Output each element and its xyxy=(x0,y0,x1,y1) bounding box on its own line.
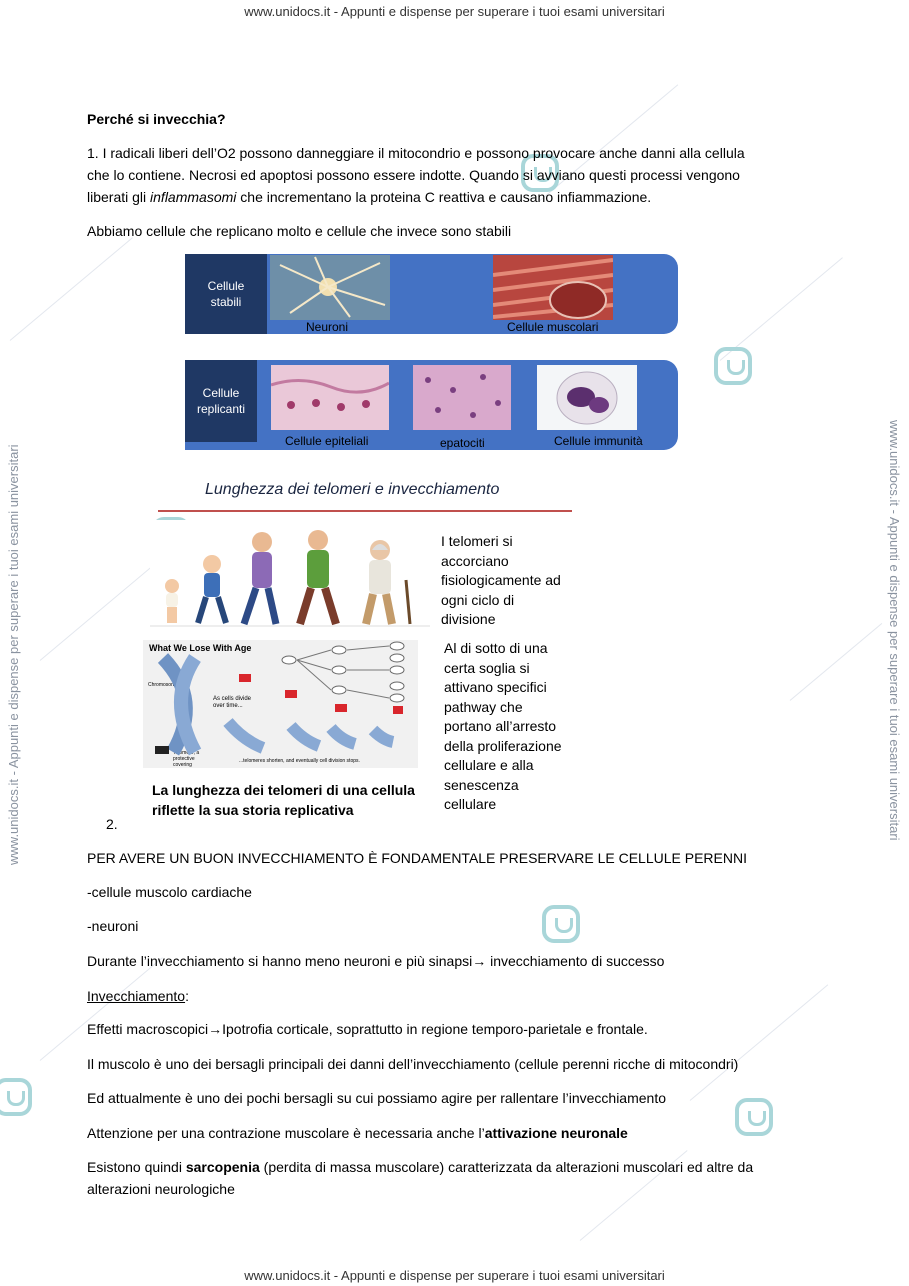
text-span: Attenzione per una contrazione muscolare è necessaria anche l’ xyxy=(87,1125,485,1141)
replicating-cells-band xyxy=(185,360,678,450)
text-line: divisione xyxy=(441,611,496,627)
telomere-figure-title: Lunghezza dei telomeri e invecchiamento xyxy=(205,481,500,498)
text-span: (perdita di massa muscolare) caratterizzata da alterazioni muscolari ed altre da xyxy=(259,1159,754,1175)
watermark-diagonal-line xyxy=(690,984,829,1100)
text-span: Durante l’invecchiamento si hanno meno neuroni e più sinapsi xyxy=(87,953,473,969)
text-line: pathway che xyxy=(444,698,523,715)
subsection-label xyxy=(87,985,189,1007)
text-span: : xyxy=(185,988,189,1004)
italic-term: inflammasomi xyxy=(150,189,237,205)
watermark-diagonal-line xyxy=(40,957,163,1061)
caption-cellule-immunita: Cellule immunità xyxy=(554,434,643,448)
header-link[interactable]: www.unidocs.it - Appunti e dispense per superare i tuoi esami universitari xyxy=(244,4,665,19)
caption-neuroni: Neuroni xyxy=(306,320,349,334)
paragraph-8-line-2: alterazioni neurologiche xyxy=(87,1181,235,1197)
stable-label-line-2: stabili xyxy=(210,295,242,309)
page-header-watermark xyxy=(0,4,909,19)
watermark-diagonal-line xyxy=(10,237,133,341)
unidocs-logo-icon xyxy=(714,347,752,385)
immune-cell-image xyxy=(537,365,637,430)
diagram-stop-label: ...telomeres shorten, and eventually cell division stops. xyxy=(239,758,360,764)
bold-term: attivazione neuronale xyxy=(484,1125,628,1141)
paragraph-4 xyxy=(87,1018,648,1040)
unidocs-logo-icon xyxy=(542,905,580,943)
bold-term: sarcopenia xyxy=(185,1159,260,1175)
paragraph-1-line-3 xyxy=(87,186,651,208)
caption-cellule-muscolari: Cellule muscolari xyxy=(507,320,599,334)
text-span: Ipotrofia corticale, soprattutto in regione temporo-parietale e frontale. xyxy=(222,1021,648,1037)
chromosome-drawing xyxy=(143,640,418,768)
diagram-chromosome-label: Chromosome xyxy=(148,682,179,688)
diagram-divide-label: As cells divide over time... xyxy=(213,696,252,709)
text-span: invecchiamento di successo xyxy=(486,953,665,969)
text-line: Al di sotto di una xyxy=(444,640,548,656)
diagram-title: What We Lose With Age xyxy=(149,643,252,653)
watermark-diagonal-line xyxy=(790,623,883,701)
telomere-text-2 xyxy=(444,639,562,815)
text-line: della proliferazione xyxy=(444,737,562,754)
paragraph-5: Il muscolo è uno dei bersagli principali dei danni dell’invecchiamento (cellule perenni ricche di mitocondri) xyxy=(87,1056,739,1072)
watermark-diagonal-line xyxy=(720,257,843,361)
caption-line-2: riflette la sua storia replicativa xyxy=(152,802,354,818)
title-underline-divider xyxy=(158,510,572,512)
underlined-term: Invecchiamento xyxy=(87,988,186,1004)
diagram-telomere-label: Telomere, a protective covering xyxy=(173,750,200,768)
text-line: ogni ciclo di xyxy=(441,591,515,608)
section-heading: PER AVERE UN BUON INVECCHIAMENTO È FONDAMENTALE PRESERVARE LE CELLULE PERENNI xyxy=(87,850,747,866)
text-line: attivano specifici xyxy=(444,679,547,695)
text-span: liberati gli xyxy=(87,189,151,205)
telomere-diagram xyxy=(143,640,418,768)
paragraph-6: Ed attualmente è uno dei pochi bersagli su cui possiamo agire per rallentare l’invecchiamento xyxy=(87,1090,666,1106)
list-item-number: 2. xyxy=(106,816,118,832)
caption-epatociti: epatociti xyxy=(440,436,485,450)
list-item: -cellule muscolo cardiache xyxy=(87,884,252,900)
text-line: cellulare e alla xyxy=(444,757,534,773)
right-side-watermark: www.unidocs.it - Appunti e dispense per superare i tuoi esami universitari xyxy=(887,420,902,841)
arrow-right-icon: → xyxy=(208,1021,223,1037)
unidocs-logo-icon xyxy=(0,1078,32,1116)
telomere-caption xyxy=(152,780,415,820)
caption-line-1: La lunghezza dei telomeri di una cellula xyxy=(152,782,415,798)
footer-link[interactable]: www.unidocs.it - Appunti e dispense per superare i tuoi esami universitari xyxy=(244,1268,665,1283)
paragraph-7 xyxy=(87,1122,628,1144)
paragraph-2: Abbiamo cellule che replicano molto e cellule che invece sono stabili xyxy=(87,223,512,239)
stable-cells-band xyxy=(185,254,678,334)
list-item: -neuroni xyxy=(87,918,139,934)
text-span: Esistono quindi xyxy=(87,1159,186,1175)
paragraph-1-line-2: che lo contiene. Necrosi ed apoptosi possono essere indotte. Quando si avviano questi processi vengono xyxy=(87,167,740,183)
hepatocytes-image xyxy=(413,365,511,430)
epithelial-cells-image xyxy=(271,365,389,430)
paragraph-3 xyxy=(87,950,664,972)
caption-cellule-epiteliali: Cellule epiteliali xyxy=(285,434,369,448)
stable-label-line-1: Cellule xyxy=(207,279,245,293)
text-line: fisiologicamente ad xyxy=(441,572,561,588)
paragraph-1-line-1: 1. I radicali liberi dell’O2 possono danneggiare il mitocondrio e possono provocare anche danni alla cellula xyxy=(87,145,745,161)
text-line: senescenza xyxy=(444,776,519,793)
text-line: accorciano xyxy=(441,552,509,569)
text-span: che incrementano la proteina C reattiva e causano infiammazione. xyxy=(236,189,652,205)
telomere-text-1 xyxy=(441,532,561,630)
page-footer-watermark xyxy=(0,1268,909,1283)
replicating-label-line-1: Cellule xyxy=(202,386,240,400)
stable-cells-label xyxy=(185,254,267,334)
page-title: Perché si invecchia? xyxy=(87,111,226,127)
replicating-cells-label xyxy=(185,360,257,442)
arrow-right-icon: → xyxy=(472,953,487,969)
text-line: I telomeri si xyxy=(441,533,513,549)
aging-people-illustration xyxy=(150,520,430,628)
paragraph-8-line-1 xyxy=(87,1156,753,1178)
unidocs-logo-icon xyxy=(735,1098,773,1136)
text-span: Effetti macroscopici xyxy=(87,1021,209,1037)
left-side-watermark: www.unidocs.it - Appunti e dispense per superare i tuoi esami universitari xyxy=(6,444,21,865)
neuron-image xyxy=(270,255,390,320)
text-line: portano all’arresto xyxy=(444,718,557,734)
text-line: certa soglia si xyxy=(444,659,530,676)
replicating-label-line-2: replicanti xyxy=(196,402,246,416)
text-line: cellulare xyxy=(444,796,497,812)
muscle-image xyxy=(493,255,613,320)
